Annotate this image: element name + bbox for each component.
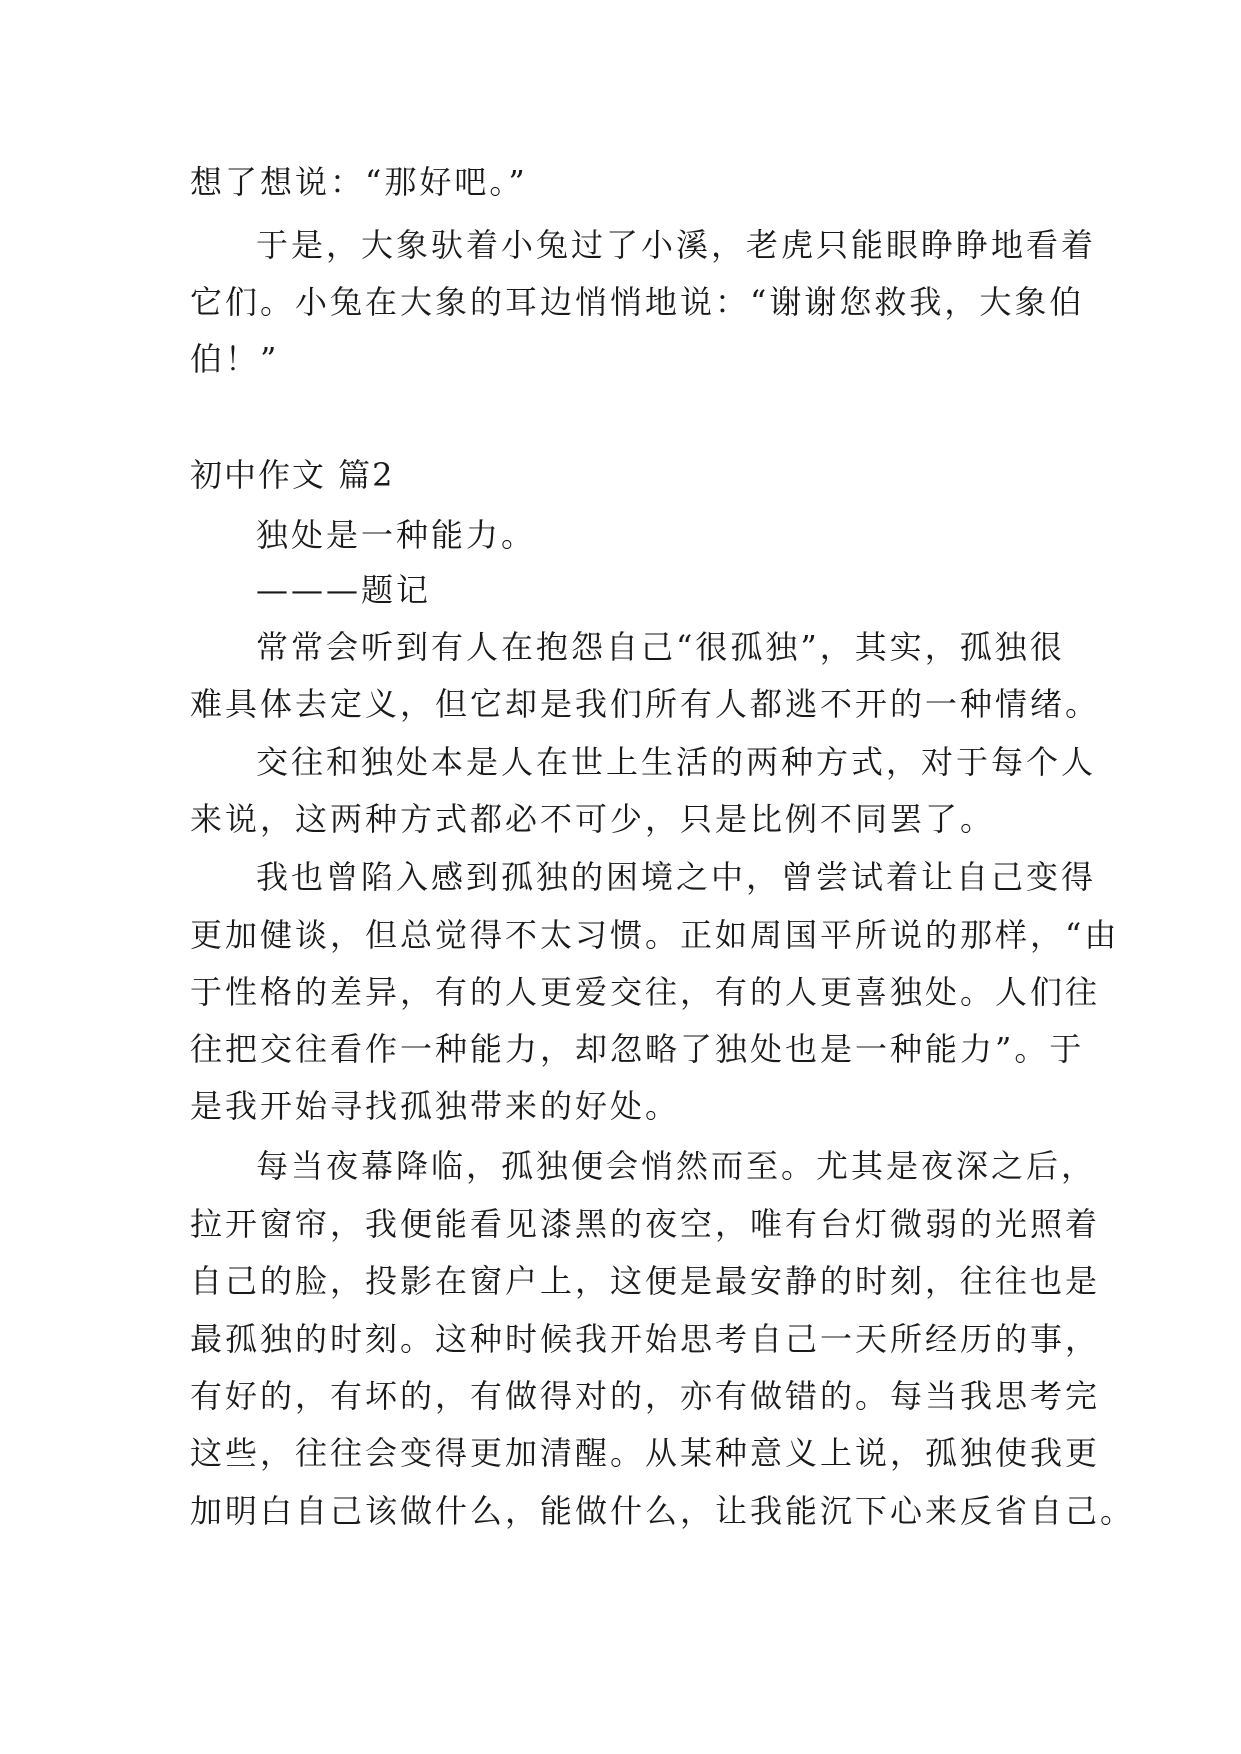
paragraph-line: 于是，大象驮着小兔过了小溪，老虎只能眼睁睁地看着 xyxy=(256,226,1097,264)
paragraph-line: 是我开始寻找孤独带来的好处。 xyxy=(190,1087,681,1125)
paragraph-line: 我也曾陷入感到孤独的困境之中，曾尝试着让自己变得 xyxy=(256,858,1097,896)
paragraph-line: 它们。小兔在大象的耳边悄悄地说：“谢谢您救我，大象伯 xyxy=(190,283,1085,321)
paragraph-line: 自己的脸，投影在窗户上，这便是最安静的时刻，往往也是 xyxy=(190,1262,1101,1300)
epigraph-line: 独处是一种能力。 xyxy=(256,516,537,554)
paragraph-line: 拉开窗帘，我便能看见漆黑的夜空，唯有台灯微弱的光照着 xyxy=(190,1205,1101,1243)
paragraph-line: 交往和独处本是人在世上生活的两种方式，对于每个人 xyxy=(256,743,1097,781)
paragraph-line: 难具体去定义，但它却是我们所有人都逃不开的一种情绪。 xyxy=(190,685,1101,723)
paragraph-line: 来说，这两种方式都必不可少，只是比例不同罢了。 xyxy=(190,800,996,838)
paragraph-line: 有好的，有坏的，有做得对的，亦有做错的。每当我思考完 xyxy=(190,1377,1101,1415)
epigraph-attribution: ———题记 xyxy=(256,571,432,609)
section-heading: 初中作文 篇2 xyxy=(190,456,395,494)
paragraph-line: 往把交往看作一种能力，却忽略了独处也是一种能力”。于 xyxy=(190,1030,1085,1068)
paragraph-line: 最孤独的时刻。这种时候我开始思考自己一天所经历的事， xyxy=(190,1320,1101,1358)
paragraph-line: 常常会听到有人在抱怨自己“很孤独”，其实，孤独很 xyxy=(256,628,1065,666)
paragraph-line: 每当夜幕降临，孤独便会悄然而至。尤其是夜深之后， xyxy=(256,1147,1097,1185)
paragraph-line: 加明白自己该做什么，能做什么，让我能沉下心来反省自己。 xyxy=(190,1492,1136,1530)
paragraph-line: 于性格的差异，有的人更爱交往，有的人更喜独处。人们往 xyxy=(190,973,1101,1011)
paragraph-line: 伯！” xyxy=(190,340,280,378)
paragraph-line: 更加健谈，但总觉得不太习惯。正如周国平所说的那样，“由 xyxy=(190,916,1120,954)
paragraph-line: 这些，往往会变得更加清醒。从某种意义上说，孤独使我更 xyxy=(190,1434,1101,1472)
paragraph-line: 想了想说：“那好吧。” xyxy=(190,163,528,201)
